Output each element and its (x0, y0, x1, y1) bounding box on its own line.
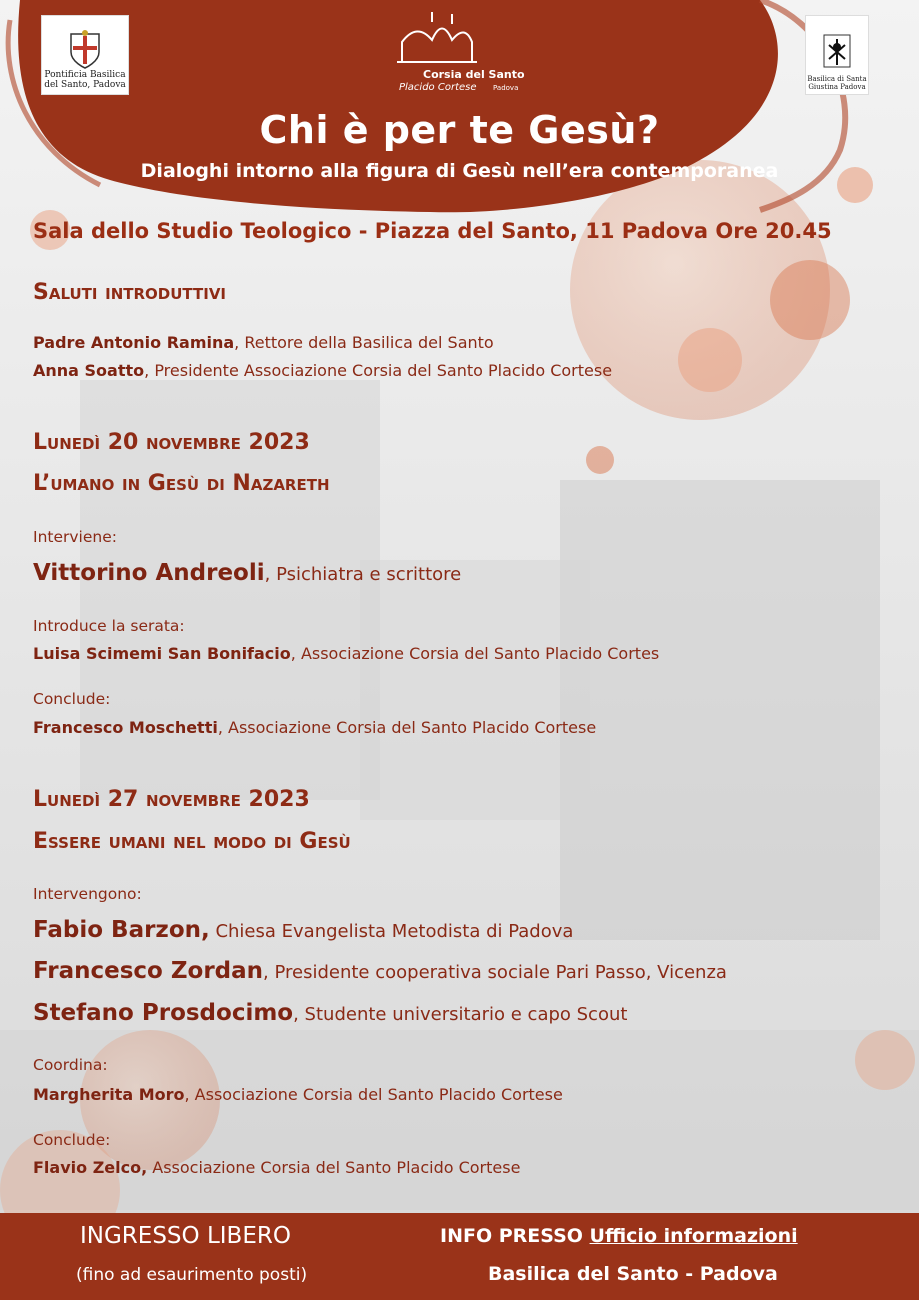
speaker-name: Stefano Prosdocimo (33, 1000, 294, 1026)
event2-intervene-label: Intervengono: (33, 885, 142, 903)
speaker-role: , Associazione Corsia del Santo Placido Cortese (217, 718, 597, 737)
speaker-role: , Presidente Associazione Corsia del Santo Placido Cortese (144, 361, 613, 380)
speaker-role: , Associazione Corsia del Santo Placido Cortes (290, 644, 660, 663)
entry-note: (fino ad esaurimento posti) (76, 1265, 308, 1285)
event1-date: Lunedì 20 novembre 2023 (33, 430, 310, 455)
intro-speaker (33, 333, 494, 352)
logo-right-label: Basilica di Santa Giustina Padova (807, 75, 867, 91)
event1-concluder (33, 718, 596, 737)
speaker-role: , Associazione Corsia del Santo Placido Cortese (184, 1085, 563, 1104)
event1-intervene-label: Interviene: (33, 528, 117, 546)
speaker-role: Chiesa Evangelista Metodista di Padova (209, 921, 574, 942)
corsia-del-santo-logo (395, 12, 525, 102)
info-office-link[interactable]: Ufficio informazioni (589, 1225, 798, 1247)
speaker-name: Anna Soatto (33, 361, 145, 380)
logo-center-city: Padova (493, 84, 519, 92)
coat-of-arms-icon (67, 30, 103, 70)
event2-date: Lunedì 27 novembre 2023 (33, 787, 310, 812)
speaker-name: Fabio Barzon, (33, 917, 210, 943)
intro-heading: Saluti introduttivi (33, 280, 227, 305)
speaker-role: , Psichiatra e scrittore (264, 564, 462, 585)
crest-icon (822, 33, 852, 75)
speaker-name: Padre Antonio Ramina (33, 333, 235, 352)
event2-theme: Essere umani nel modo di Gesù (33, 829, 351, 854)
event1-introducer (33, 644, 659, 663)
speaker-role: , Presidente cooperativa sociale Pari Passo, Vicenza (263, 962, 727, 983)
event2-concluder (33, 1158, 520, 1177)
event2-speaker (33, 958, 727, 984)
speaker-role: , Studente universitario e capo Scout (293, 1004, 628, 1025)
logo-center-sub: Placido Cortese (399, 82, 477, 93)
basilica-del-santo-logo (41, 15, 129, 95)
speaker-role: , Rettore della Basilica del Santo (234, 333, 494, 352)
intro-speaker (33, 361, 612, 380)
info-prefix: INFO PRESSO (440, 1225, 590, 1247)
event2-coordinator (33, 1085, 563, 1104)
entry-label: INGRESSO LIBERO (80, 1223, 291, 1249)
speaker-name: Vittorino Andreoli (33, 560, 265, 586)
speaker-name: Francesco Moschetti (33, 718, 218, 737)
event2-speaker (33, 1000, 627, 1026)
speaker-name: Margherita Moro (33, 1085, 185, 1104)
speaker-role: Associazione Corsia del Santo Placido Cortese (147, 1158, 521, 1177)
event1-main-speaker (33, 560, 461, 586)
event2-coordina-label: Coordina: (33, 1056, 108, 1074)
speaker-name: Luisa Scimemi San Bonifacio (33, 644, 291, 663)
event1-introduce-label: Introduce la serata: (33, 617, 185, 635)
venue-line: Sala dello Studio Teologico - Piazza del Santo, 11 Padova Ore 20.45 (33, 219, 832, 243)
logo-center-name: Corsia del Santo (423, 68, 525, 81)
logo-left-label: Pontificia Basilica del Santo, Padova (44, 70, 126, 90)
speaker-name: Francesco Zordan (33, 958, 264, 984)
page-title: Chi è per te Gesù? (259, 108, 660, 152)
info-line (440, 1225, 798, 1247)
info-place: Basilica del Santo - Padova (488, 1263, 778, 1285)
event1-theme: L’umano in Gesù di Nazareth (33, 471, 330, 496)
event2-conclude-label: Conclude: (33, 1131, 111, 1149)
speaker-name: Flavio Zelco, (33, 1158, 148, 1177)
page-subtitle: Dialoghi intorno alla figura di Gesù nell’era contemporanea (140, 160, 779, 182)
santa-giustina-logo (805, 15, 869, 95)
event1-conclude-label: Conclude: (33, 690, 111, 708)
basilica-domes-icon (397, 12, 477, 67)
event2-speaker (33, 917, 573, 943)
